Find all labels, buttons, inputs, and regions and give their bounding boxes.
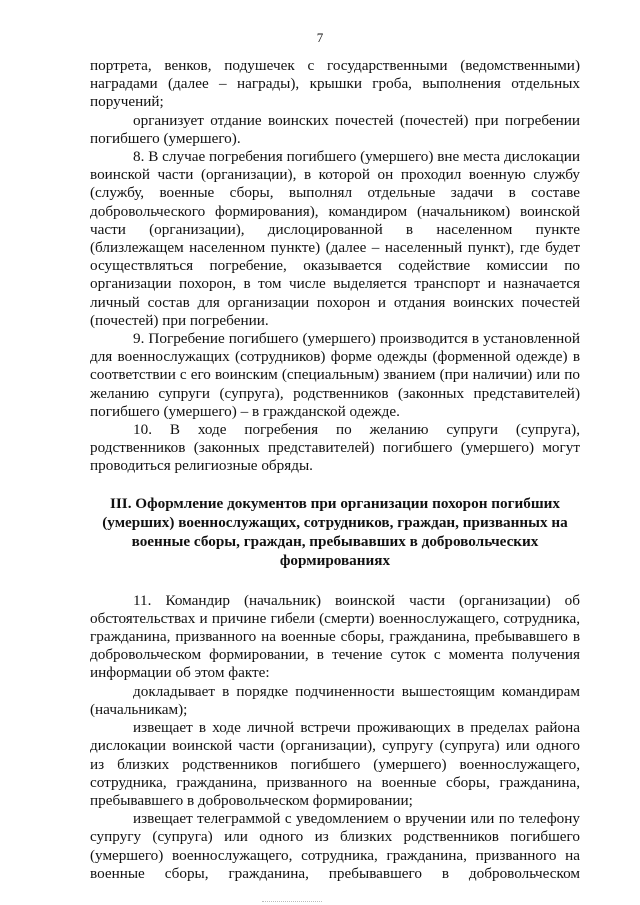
paragraph: извещает телеграммой с уведомлением о вручении или по телефону супругу (супруга) или одного из близких родственников погибшего (умершего) военнослужащего, сотрудника, гражданина, призванного на военные сборы, гражданина, пребывавшего в добровольческом	[90, 810, 580, 882]
page-number: 7	[316, 30, 324, 45]
paragraph-item-8: 8. В случае погребения погибшего (умершего) вне места дислокации воинской части (организации), в которой он проходил военную службу (службу, военные сборы, выполнял отдельные задачи в составе добровольческого формирования), командиром (начальником) воинской части (организации), дислоцированной в населенном пункте (близлежащем населенном пункте) (далее – населенный пункт), где будет осуществляться погребение, оказывается содействие комиссии по организации похорон, в том числе выделяется транспорт и назначается личный состав для организации похорон и отдания воинских почестей (почестей) при погребении.	[90, 148, 580, 329]
paragraph: извещает в ходе личной встречи проживающих в пределах района дислокации воинской части (организации), супругу (супруга) или одного из близких родственников погибшего (умершего) военнослужащего, сотрудника, гражданина, призванного на военные сборы, гражданина, пребывавшего в добровольческом формировании;	[90, 719, 580, 809]
paragraph: портрета, венков, подушечек с государственными (ведомственными) наградами (далее – награды), крышки гроба, выполнения отдельных поручений;	[90, 57, 580, 111]
scan-artifact	[262, 901, 322, 905]
paragraph-item-9: 9. Погребение погибшего (умершего) производится в установленной для военнослужащих (сотрудников) форме одежды (форменной одежде) в соответствии с его воинским (специальным) званием (при наличии) или по желанию супруги (супруга), родственников (законных представителей) погибшего (умершего) – в гражданской одежде.	[90, 330, 580, 420]
paragraph: докладывает в порядке подчиненности вышестоящим командирам (начальникам);	[90, 682, 580, 718]
document-body	[90, 57, 580, 883]
section-heading: III. Оформление документов при организации похорон погибших (умерших) военнослужащих, сотрудников, граждан, призванных на военные сборы, граждан, пребывавших в добровольческих формированиях	[102, 494, 568, 569]
paragraph: организует отдание воинских почестей (почестей) при погребении погибшего (умершего).	[90, 111, 580, 147]
paragraph-item-10: 10. В ходе погребения по желанию супруги (супруга), родственников (законных представителей) погибшего (умершего) могут проводиться религиозные обряды.	[90, 421, 580, 475]
paragraph-item-11: 11. Командир (начальник) воинской части (организации) об обстоятельствах и причине гибели (смерти) военнослужащего, сотрудника, гражданина, призванного на военные сборы, гражданина, пребывавшего в добровольческом формировании, в течение суток с момента получения информации об этом факте:	[90, 591, 580, 682]
